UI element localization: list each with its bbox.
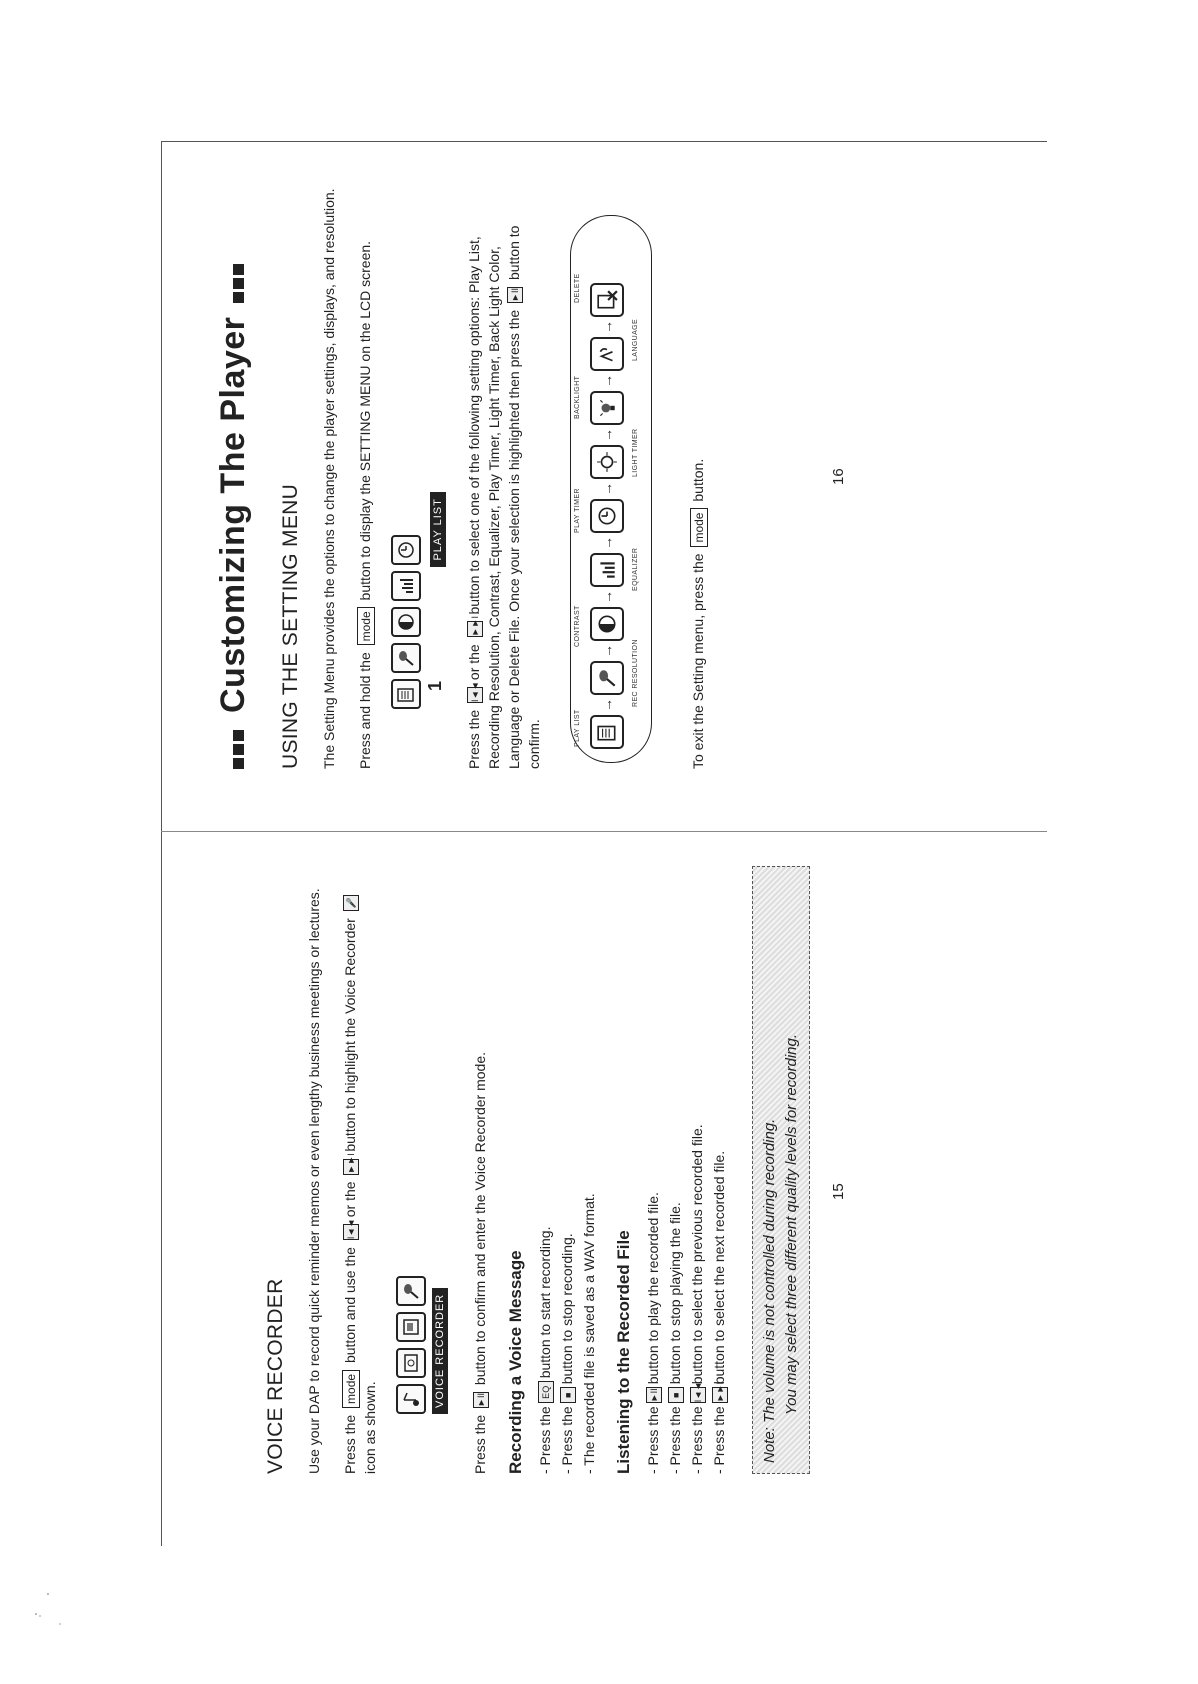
page-divider: [161, 831, 1047, 832]
flow-icons: [590, 283, 624, 749]
video-icon: [396, 1312, 426, 1342]
next-button-icon: ►►I: [712, 1387, 728, 1403]
selected-label-voice-recorder: VOICE RECORDER: [432, 1288, 448, 1414]
eq-button-icon: EQ: [538, 1381, 554, 1403]
mode-button: mode: [690, 509, 708, 547]
play-timer-icon: [391, 535, 421, 565]
mode-button: mode: [357, 607, 375, 645]
setting-menu-heading: USING THE SETTING MENU: [279, 483, 302, 769]
prev-button-icon: I◄◄: [343, 1224, 359, 1240]
arrow-right-icon: →: [599, 536, 615, 550]
recording-steps: [534, 866, 600, 1474]
setting-menu-intro: The Setting Menu provides the options to change the player settings, displays, and resolution.: [321, 188, 337, 769]
list-item: - Press the■button to stop recording.: [559, 1233, 575, 1474]
page-number: 15: [830, 1183, 847, 1200]
flow-label-play-timer: PLAY TIMER: [574, 488, 581, 533]
prev-button-icon: I◄◄: [690, 1387, 706, 1403]
stop-button-icon: ■: [668, 1387, 684, 1403]
arrow-right-icon: →: [599, 644, 615, 658]
page-number: 16: [830, 468, 847, 485]
scan-specks: [30, 1590, 70, 1630]
voice-recorder-icon: 🎤: [343, 895, 359, 911]
contrast-icon: [590, 607, 624, 641]
play-list-icon: [391, 679, 421, 709]
title-bullets-left: [214, 727, 253, 769]
recording-heading: Recording a Voice Message: [506, 1250, 525, 1474]
equalizer-icon: [391, 571, 421, 601]
contrast-icon: [391, 607, 421, 637]
photo-icon: [396, 1348, 426, 1378]
arrow-right-icon: →: [599, 320, 615, 334]
page-15: [190, 840, 1050, 1500]
rec-resolution-icon: [590, 661, 624, 695]
page-title-text: Customizing The Player: [214, 316, 252, 713]
list-item: - Press the■button to stop playing the file.: [667, 1202, 683, 1474]
light-timer-icon: [590, 445, 624, 479]
page-16: [190, 155, 1050, 795]
voice-recorder-icon: [396, 1276, 426, 1306]
voice-recorder-intro: Use your DAP to record quick reminder memos or even lengthy business meetings or lectures.: [306, 888, 322, 1474]
recording-note: Note: The volume is not controlled during recording. You may select three different quality levels for recording.: [752, 866, 810, 1474]
confirm-instruction: Press the ►II button to confirm and enter the Voice Recorder mode.: [472, 1051, 488, 1474]
list-item: - Press the►IIbutton to play the recorded file.: [645, 1192, 661, 1474]
setting-options-flow: [560, 209, 670, 769]
next-button-icon: ►►I: [343, 1159, 359, 1175]
flow-label-language: LANGUAGE: [632, 318, 639, 361]
flow-label-equalizer: EQUALIZER: [632, 547, 639, 591]
flow-label-contrast: CONTRAST: [574, 605, 581, 647]
step-marker: 1: [425, 680, 445, 691]
prev-button-icon: I◄◄: [467, 687, 483, 703]
arrow-right-icon: →: [599, 698, 615, 712]
list-item: - Press theEQbutton to start recording.: [537, 1226, 553, 1474]
voice-recorder-heading: VOICE RECORDER: [264, 1278, 287, 1474]
setting-menu-icons: [391, 181, 421, 709]
arrow-right-icon: →: [599, 482, 615, 496]
flow-label-play-list: PLAY LIST: [574, 709, 581, 747]
highlight-voice-recorder-instruction: Press the mode button and use the I◄◄ or the ►►I button to highlight the Voice Recorder 🎤 icon as shown.: [340, 866, 380, 1474]
mode-button: mode: [342, 1370, 360, 1408]
play-timer-icon: [590, 499, 624, 533]
page-frame-left: [161, 141, 162, 1546]
play-pause-button-icon: ►II: [507, 287, 523, 303]
music-icon: [396, 1384, 426, 1414]
page-title: [214, 181, 253, 769]
arrow-right-icon: →: [599, 428, 615, 442]
arrow-right-icon: →: [599, 374, 615, 388]
flow-label-rec-resolution: REC RESOLUTION: [632, 639, 639, 707]
page-frame-top: [161, 141, 1047, 142]
backlight-icon: [590, 391, 624, 425]
equalizer-icon: [590, 553, 624, 587]
main-menu-icons: [396, 866, 426, 1414]
listening-steps: [642, 866, 730, 1474]
flow-label-light-timer: LIGHT TIMER: [632, 428, 639, 477]
delete-file-icon: [590, 283, 624, 317]
flow-label-backlight: BACKLIGHT: [574, 375, 581, 419]
play-pause-button-icon: ►II: [473, 1392, 489, 1408]
list-item: - The recorded file is saved as a WAV format.: [581, 1193, 597, 1474]
select-option-instruction: Press the I◄◄ or the ►►I button to select one of the following setting options: Play List, Recording Resolution, Contrast, Equalizer, Play Timer, Light Timer, Back Light Color, Language or Delete File. Once your selection is highlighted then press the ►II button to confirm.: [466, 225, 542, 769]
play-pause-button-icon: ►II: [646, 1387, 662, 1403]
arrow-right-icon: →: [599, 590, 615, 604]
listening-heading: Listening to the Recorded File: [614, 1230, 633, 1474]
next-button-icon: ►►I: [467, 621, 483, 637]
title-bullets-right: [214, 261, 253, 303]
language-icon: [590, 337, 624, 371]
hold-mode-instruction: Press and hold the mode button to display the SETTING MENU on the LCD screen.: [357, 240, 373, 769]
list-item: - Press theI◄◄button to select the previous recorded file.: [689, 1124, 705, 1474]
exit-instruction: To exit the Setting menu, press the mode button.: [690, 458, 706, 769]
play-list-icon: [590, 715, 624, 749]
rec-resolution-icon: [391, 643, 421, 673]
flow-label-delete: DELETE: [574, 273, 581, 303]
list-item: - Press the►►Ibutton to select the next recorded file.: [711, 1150, 727, 1474]
stop-button-icon: ■: [560, 1387, 576, 1403]
selected-label-play-list: PLAY LIST: [430, 492, 446, 566]
